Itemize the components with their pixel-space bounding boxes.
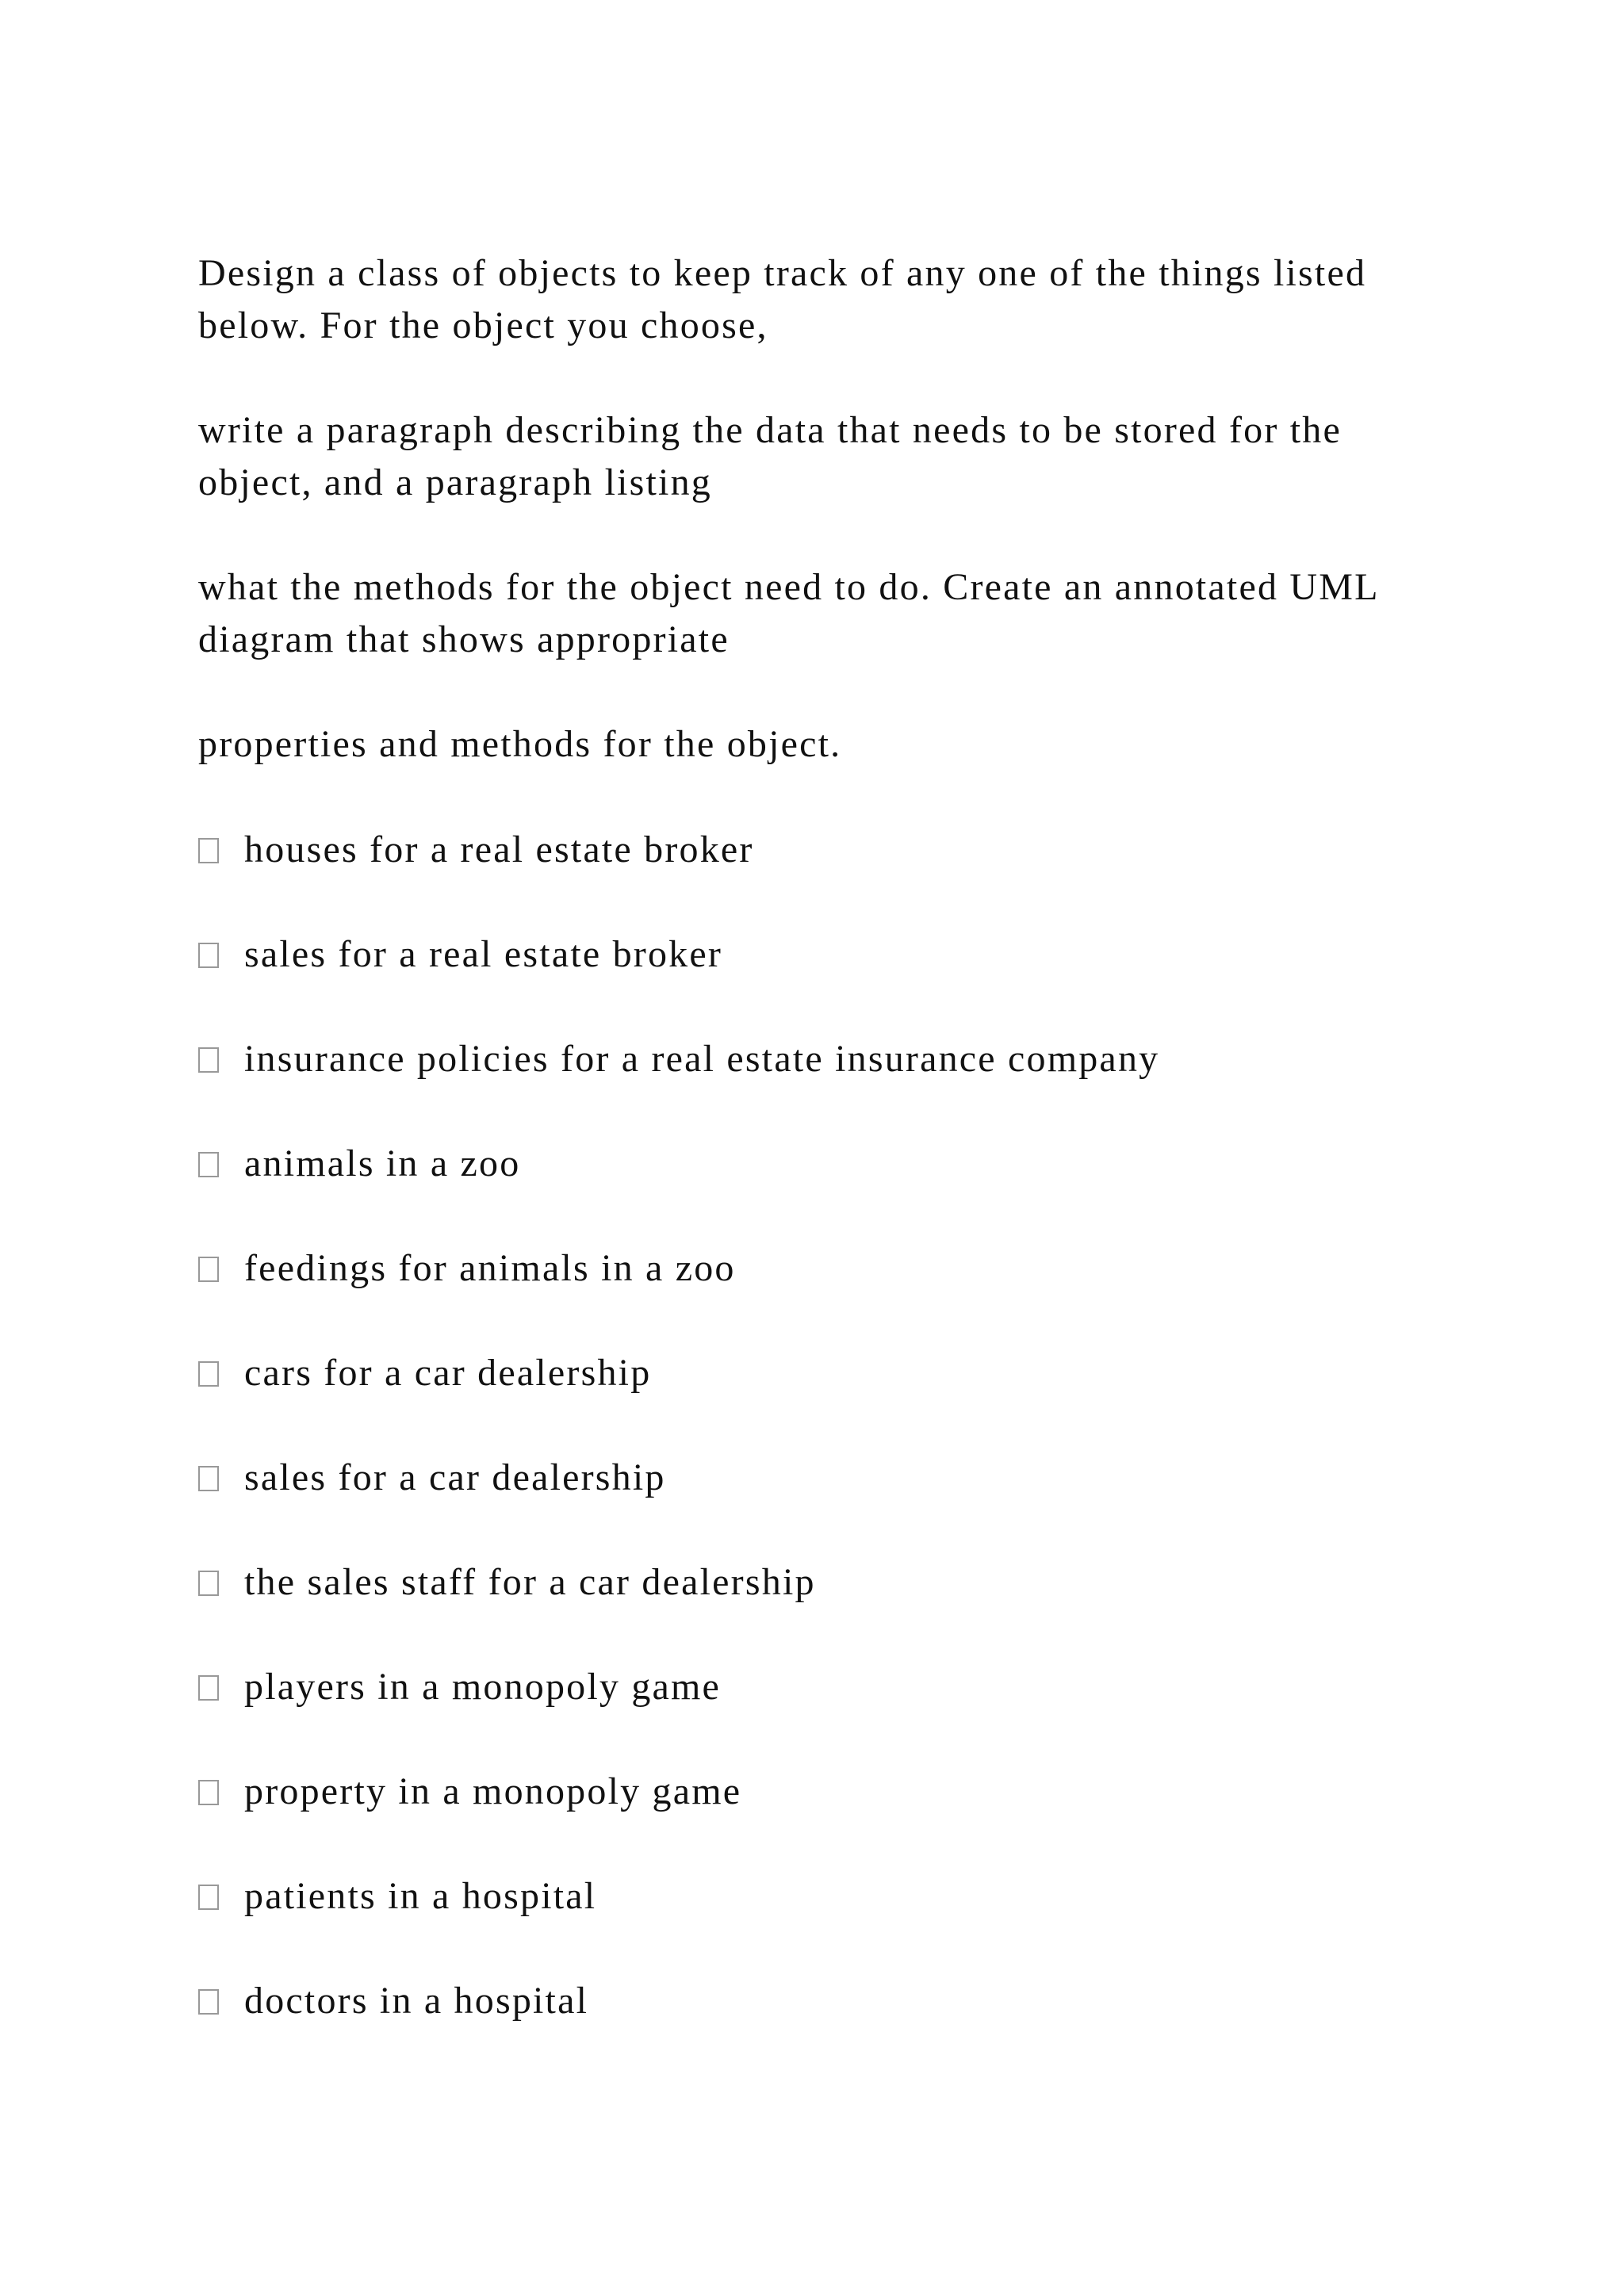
list-item-text: the sales staff for a car dealership <box>244 1560 816 1603</box>
instruction-paragraph: Design a class of objects to keep track of any one of the things listed below. For the object you choose, <box>198 252 1367 346</box>
list-item <box>198 1765 1467 1817</box>
list-item-text: patients in a hospital <box>244 1874 597 1917</box>
missing-glyph-bullet-icon <box>198 1571 219 1596</box>
list-item <box>198 1451 1467 1503</box>
list-item-text: players in a monopoly game <box>244 1665 722 1708</box>
list-item <box>198 1869 1467 1922</box>
list-item-text: houses for a real estate broker <box>244 828 754 871</box>
list-item-text: sales for a real estate broker <box>244 932 723 975</box>
missing-glyph-bullet-icon <box>198 943 219 968</box>
list-item <box>198 823 1467 875</box>
missing-glyph-bullet-icon <box>198 1885 219 1910</box>
list-item <box>198 1137 1467 1189</box>
missing-glyph-bullet-icon <box>198 838 219 863</box>
list-item <box>198 1346 1467 1399</box>
missing-glyph-bullet-icon <box>198 1989 219 2015</box>
missing-glyph-bullet-icon <box>198 1361 219 1387</box>
missing-glyph-bullet-icon <box>198 1152 219 1177</box>
missing-glyph-bullet-icon <box>198 1780 219 1805</box>
list-item-text: animals in a zoo <box>244 1142 521 1184</box>
object-options-list <box>198 823 1467 2026</box>
missing-glyph-bullet-icon <box>198 1466 219 1491</box>
list-item-text: cars for a car dealership <box>244 1351 652 1394</box>
list-item <box>198 1974 1467 2026</box>
list-item <box>198 928 1467 980</box>
document-content <box>198 247 1467 2079</box>
list-item-text: property in a monopoly game <box>244 1770 742 1812</box>
instruction-paragraph: what the methods for the object need to do. Create an annotated UML diagram that shows appropriate <box>198 566 1378 660</box>
list-item <box>198 1242 1467 1294</box>
list-item <box>198 1556 1467 1608</box>
instruction-paragraph: write a paragraph describing the data that needs to be stored for the object, and a paragraph listing <box>198 409 1342 503</box>
list-item-text: insurance policies for a real estate insurance company <box>244 1037 1160 1080</box>
list-item-text: feedings for animals in a zoo <box>244 1246 736 1289</box>
missing-glyph-bullet-icon <box>198 1675 219 1701</box>
list-item-text: doctors in a hospital <box>244 1979 589 2022</box>
list-item <box>198 1660 1467 1712</box>
list-item <box>198 1032 1467 1085</box>
list-item-text: sales for a car dealership <box>244 1456 666 1498</box>
missing-glyph-bullet-icon <box>198 1257 219 1282</box>
missing-glyph-bullet-icon <box>198 1047 219 1073</box>
instruction-paragraph: properties and methods for the object. <box>198 723 842 765</box>
